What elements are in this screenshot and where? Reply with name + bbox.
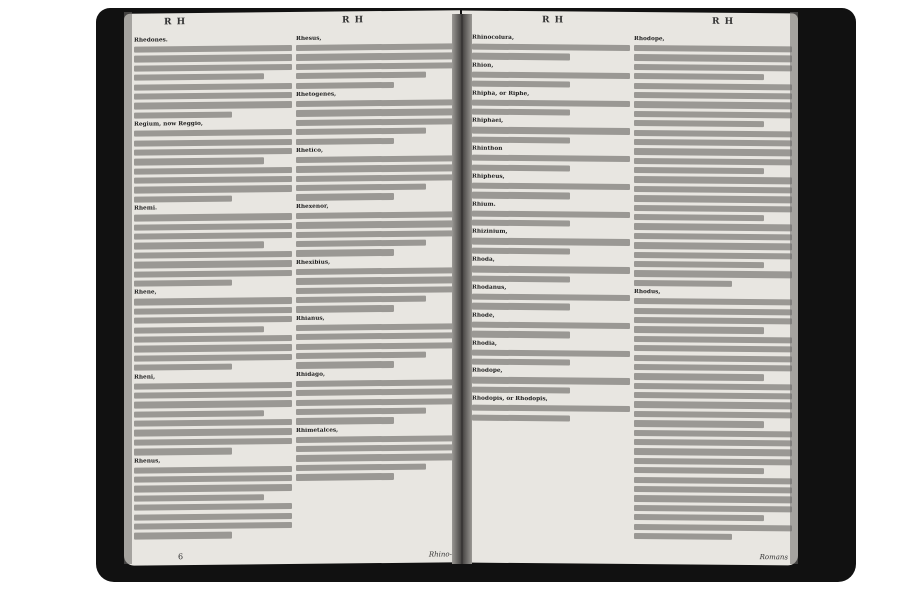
text-line (634, 383, 792, 391)
text-line (634, 73, 764, 80)
text-line (634, 111, 792, 119)
text-line (634, 148, 792, 156)
entry-headword: Rhipheus, (472, 173, 505, 180)
text-line (472, 210, 630, 218)
left-page-number: 6 (178, 552, 184, 562)
text-line (634, 439, 792, 447)
text-line (296, 137, 394, 144)
text-line (296, 211, 454, 219)
right-running-head-2: R H (712, 16, 735, 27)
text-line (634, 392, 792, 400)
text-line (634, 83, 792, 91)
entry-headword: Rhiphaei, (472, 117, 504, 125)
entry-headword: Rhesus, (296, 35, 322, 42)
text-line (634, 298, 792, 306)
text-line (634, 505, 792, 513)
text-line (634, 336, 792, 344)
text-line (634, 54, 792, 62)
text-line (134, 223, 292, 231)
text-line (134, 195, 232, 202)
text-line (296, 109, 454, 117)
text-line (634, 477, 792, 485)
text-line (134, 148, 292, 156)
text-line (472, 220, 570, 227)
entry-headword: Rhodopis, or Rhodopis, (472, 395, 548, 403)
right-column-1 (472, 33, 630, 554)
text-line (134, 260, 292, 268)
text-line (634, 101, 792, 109)
entry-headword: Rhodope, (472, 367, 503, 375)
text-line (296, 174, 454, 182)
left-running-head-1: R H (164, 17, 187, 28)
text-line (634, 92, 792, 100)
text-line (296, 99, 454, 107)
text-line (296, 155, 454, 163)
text-line (472, 247, 570, 254)
text-line (134, 213, 292, 221)
text-line (296, 128, 426, 136)
text-line (296, 267, 454, 275)
text-line (634, 308, 792, 316)
text-line (634, 345, 792, 353)
text-line (296, 53, 454, 61)
text-line (634, 270, 792, 278)
text-line (134, 391, 292, 399)
text-line (472, 192, 570, 199)
text-line (634, 448, 792, 456)
text-line (134, 522, 292, 530)
text-line (634, 326, 764, 333)
text-line (134, 176, 292, 184)
text-line (472, 331, 570, 338)
text-line (134, 111, 232, 118)
text-line (296, 388, 454, 396)
text-line (634, 261, 764, 268)
text-line (634, 317, 792, 325)
text-line (296, 72, 426, 80)
text-line (472, 53, 570, 60)
text-line (634, 458, 792, 466)
text-line (634, 205, 792, 213)
entry-headword: Rhedones. (134, 37, 168, 44)
text-line (634, 120, 764, 127)
text-line (296, 332, 454, 340)
text-line (634, 242, 792, 250)
text-line (134, 232, 292, 240)
text-line (634, 514, 764, 521)
text-line (134, 438, 292, 446)
text-line (134, 466, 292, 474)
right-page (462, 11, 798, 566)
text-line (472, 294, 630, 302)
entry-headword: Rhodope, (634, 36, 665, 43)
text-line (134, 185, 292, 193)
text-line (296, 62, 454, 70)
text-line (134, 428, 292, 436)
entry-headword: Rhemi. (134, 205, 158, 212)
text-line (134, 158, 264, 166)
text-line (634, 411, 792, 419)
text-line (634, 495, 792, 503)
text-line (134, 307, 292, 315)
entry-headword: Rhode, (472, 312, 495, 319)
entry-headword: Rhianus, (296, 315, 325, 322)
left-page-edge (124, 12, 132, 564)
text-line (296, 379, 454, 387)
text-line (472, 155, 630, 163)
entry-headword: Rhoda, (472, 256, 495, 264)
entry-headword: Rhimetalces, (296, 427, 339, 434)
text-line (472, 238, 630, 246)
entry-headword: Rhidago, (296, 371, 325, 378)
text-line (296, 118, 454, 126)
text-line (134, 354, 292, 362)
text-line (134, 251, 292, 259)
text-line (134, 242, 264, 250)
text-line (472, 44, 630, 52)
text-line (634, 467, 764, 474)
text-line (472, 136, 570, 143)
text-line (634, 186, 792, 194)
text-line (134, 54, 292, 62)
entry-headword: Rheni, (134, 373, 156, 381)
text-line (634, 430, 792, 438)
entry-headword: Rhodus, (634, 289, 661, 296)
entry-headword: Rhium. (472, 201, 496, 208)
text-line (296, 361, 394, 368)
entry-headword: Rhodia, (472, 340, 497, 347)
left-column-2 (296, 32, 454, 554)
text-line (472, 266, 630, 274)
text-line (134, 513, 292, 521)
text-line (134, 64, 292, 72)
text-line (134, 270, 292, 278)
entry-headword: Rhion, (472, 62, 494, 69)
entry-headword: Rhene, (134, 289, 157, 297)
text-line (472, 109, 570, 116)
text-line (134, 382, 292, 390)
text-line (634, 158, 792, 166)
entry-headword: Rhodanus, (472, 284, 507, 291)
text-line (472, 321, 630, 329)
entry-headword: Rhinocolura, (472, 34, 514, 41)
text-line (296, 444, 454, 452)
text-line (296, 296, 426, 304)
text-line (472, 183, 630, 191)
text-line (296, 352, 426, 360)
text-line (134, 494, 264, 502)
text-line (134, 326, 264, 334)
text-line (634, 177, 792, 185)
text-line (134, 316, 292, 324)
text-line (634, 420, 764, 427)
text-line (134, 448, 232, 455)
left-column-1 (134, 34, 292, 556)
text-line (134, 410, 264, 418)
text-line (634, 401, 792, 409)
entry-headword: Rhenus, (134, 458, 161, 465)
text-line (634, 64, 792, 72)
text-line (134, 83, 292, 91)
text-line (634, 486, 792, 494)
left-page (124, 10, 460, 566)
right-page-edge (790, 12, 798, 564)
left-catchword: Rhino- (428, 550, 452, 559)
text-line (296, 81, 394, 88)
entry-headword: Regium, now Reggio, (134, 121, 203, 128)
text-line (634, 195, 792, 203)
text-line (634, 252, 792, 260)
text-line (472, 71, 630, 79)
right-running-head-1: R H (542, 15, 565, 26)
text-line (472, 303, 570, 310)
text-line (134, 167, 292, 175)
text-line (134, 73, 264, 81)
text-line (134, 344, 292, 352)
text-line (634, 355, 792, 363)
text-line (296, 43, 454, 51)
text-line (472, 349, 630, 357)
right-catchword: Romans (759, 553, 788, 562)
text-line (296, 463, 426, 471)
text-line (472, 164, 570, 171)
text-line (134, 484, 292, 492)
text-line (296, 221, 454, 229)
book-gutter (452, 14, 472, 564)
text-line (296, 305, 394, 312)
text-line (296, 249, 394, 256)
text-line (472, 377, 630, 385)
entry-headword: Rhetogenes, (296, 91, 337, 98)
text-line (472, 81, 570, 88)
text-line (296, 184, 426, 192)
text-line (296, 277, 454, 285)
entry-headword: Rhinthon (472, 145, 503, 153)
text-line (134, 532, 232, 539)
text-line (634, 280, 732, 287)
text-line (296, 454, 454, 462)
text-line (634, 233, 792, 241)
text-line (472, 127, 630, 135)
text-line (134, 364, 232, 371)
text-line (634, 167, 764, 174)
text-line (134, 139, 292, 147)
text-line (472, 359, 570, 366)
text-line (296, 407, 426, 415)
text-line (634, 223, 792, 231)
text-line (296, 398, 454, 406)
text-line (134, 129, 292, 137)
right-column-2 (634, 34, 792, 555)
text-line (134, 280, 232, 287)
text-line (634, 130, 792, 138)
text-line (134, 92, 292, 100)
text-line (296, 342, 454, 350)
text-line (134, 335, 292, 343)
text-line (134, 475, 292, 483)
text-line (296, 165, 454, 173)
text-line (296, 230, 454, 238)
text-line (134, 400, 292, 408)
text-line (634, 524, 792, 532)
text-line (296, 193, 394, 200)
entry-headword: Rhipha, or Riphe, (472, 90, 530, 97)
text-line (134, 503, 292, 511)
text-line (134, 297, 292, 305)
text-line (634, 364, 792, 372)
text-line (134, 45, 292, 53)
text-line (634, 373, 764, 380)
text-line (472, 414, 570, 421)
text-line (634, 533, 732, 540)
entry-headword: Rhetico, (296, 147, 324, 154)
text-line (634, 139, 792, 147)
text-line (472, 99, 630, 107)
text-line (296, 473, 394, 480)
text-line (472, 405, 630, 413)
left-running-head-2: R H (342, 15, 365, 26)
text-line (134, 101, 292, 109)
text-line (472, 386, 570, 393)
text-line (296, 417, 394, 424)
text-line (296, 286, 454, 294)
entry-headword: Rhexibius, (296, 259, 331, 266)
text-line (634, 214, 764, 221)
entry-headword: Rhexenor, (296, 203, 329, 210)
text-line (134, 419, 292, 427)
entry-headword: Rhizinium, (472, 229, 508, 236)
text-line (296, 323, 454, 331)
text-line (296, 240, 426, 248)
text-line (472, 275, 570, 282)
text-line (296, 435, 454, 443)
text-line (634, 45, 792, 53)
